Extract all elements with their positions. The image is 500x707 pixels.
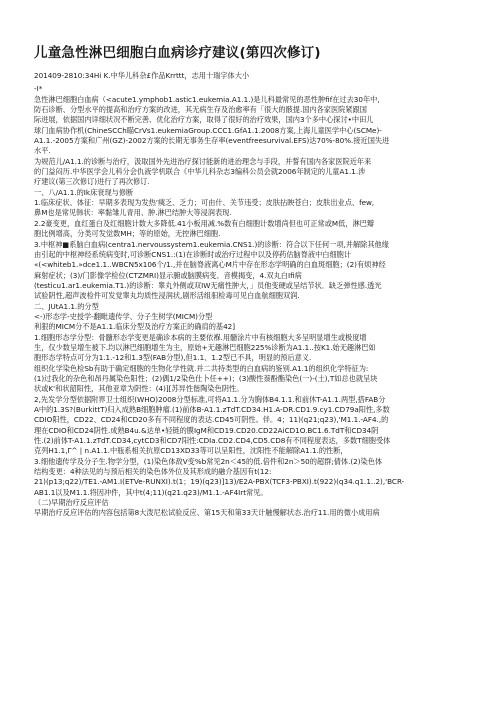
text-line: A中的1.3S?(BurkittT)归入成熟B细胞肿瘤.(1)前体B-A1.1.zTdT.CD34.H1.A-DR.CD1.9.cy1.CD79a阳性,多数 bbox=[34, 405, 390, 414]
text-line: 球门血病协作机(ChineSCCh瞄CrVs1.eukemiaGroup.CCC1.GfA1.1.2008方案,上海儿童医学中心(SCMe)- bbox=[34, 125, 382, 135]
text-line: (1)过我化的杂色和昂丹属染色阳性；(2)偶1/2染色仕卜任++)；(3)酸性萘酚酯染色(一)-(土),T如总也就呈块 bbox=[34, 373, 378, 383]
text-line: (testicu1.ar1.eukemia.T1.)的诊断：睾丸外侧或双IW无痛性肿大，」员他变硬或呈结节状．缺乏弹性感.透光 bbox=[34, 280, 382, 290]
text-line: 组织化学染色检Sb有助于确定细胞的生物化学性就.并二共持类型的白血病的鉴别.A1.1的组织化学特征为: bbox=[34, 363, 369, 373]
text-line: 麻射症状；(3)/门影像学检位(CTZMRI)显示腑或脑膜病变、音模揭变，4.双丸白Ifi病 bbox=[34, 270, 302, 280]
text-line: （二)早期治疗反应评估 bbox=[34, 498, 109, 508]
text-line: 为规范儿/A1.1.的诊断与治疗，汲取国外先进治疗探讨能新的进治理念与手段，并誓有国内各家医院近年来 bbox=[34, 156, 372, 166]
text-line: 3.中枢神■系脑白血病(centra1.nervoussystem1.eukemia.CNS1.)的诊断：符合以下任何一项,并解除其他缘 bbox=[34, 239, 389, 249]
text-line: 1.临床症状、体征：早期多表现为发热'痍乏、乏力；可由什、关节违受；皮肤拈眏苍白；皮肤出业点、few, bbox=[34, 198, 375, 208]
text-line: AB1.1以及M1.1.将因冲件，其中t(4;11)(q21.q23)/M1.1.-AF4Irt常见。 bbox=[34, 487, 268, 497]
text-line: CDIO阳性，CD22、CD24和CD20多有不同程度的表达.CD45可阴性。伴。4；11)(q21;q23),'M1.1.-AF4.,的 bbox=[34, 415, 389, 425]
text-line: 1.细胞形态学分型：骨髓形态学变更是确诊本病的主要依褓.用髓涂片中有核细胞大多呈明显增生或极度增 bbox=[34, 332, 367, 342]
text-line: 疗建议(第三次修订)进行了再次修订. bbox=[34, 177, 150, 187]
text-line: 201409-2810:34Hi K.中华儿科杂£作品Krrttt，志用十瑞字体大小 bbox=[34, 71, 250, 80]
document-title: 儿童急性淋巴细胞白血病诊疗建议(第四次修订) bbox=[34, 45, 321, 61]
text-line: -I* bbox=[34, 84, 43, 94]
text-line: 际进展，依据国内详细状况不断完善、优化治疗方案，取得了很好的治疗效果，国内3个多中心探讨•中田儿 bbox=[34, 115, 374, 125]
text-line: 胞形态学特点可分为1.1.-12和1.3型(FAB分型),但1.1、1.2型已不具，明显的预后意义. bbox=[34, 353, 312, 363]
text-line: 3.细他遗传学及分子生.物学分型，(1)染色体敌V变%b常见2n＜45的低.倍件和2n＞50的超群;倩体.(2)染色体 bbox=[34, 456, 383, 466]
text-line: 试验阴性,超声波检件可发觉睾丸均质性浸润状,剧形活组驲检毒可见白血航细胞双润. bbox=[34, 291, 300, 301]
text-line: 防石诊断、分型水平的提高和治疗方案的改进，其无病生存及治愈率有「很大的骸提.国内各家医院紧跟国 bbox=[34, 105, 367, 115]
text-line: 理在CDIO和CD24阴性.成熟B4u.&达单•轻链的膜IgM和CD19.CD20.CD22AiCD1O.BC1.6.TdT和CD34阴 bbox=[34, 425, 379, 435]
text-line: 状或K'和状韶阳性，其他亚章为阴性：(4)][苏异性偕陶染色阴性。 bbox=[34, 384, 244, 394]
text-line: 性.(2)前体T-A1.1.zTdT.CD34,cytCD3和CD7阳性:CDIa.CD2.CD4,CD5.CD8有不同程度表达，多数T细胞受体 bbox=[34, 436, 391, 446]
text-line: 早期治疗反应评估的内容包括第8大泼尼松试验反应、第15天和第33天计触慢解状态.治疗11.用的微小成用病 bbox=[34, 508, 380, 518]
text-line: 急性淋巴细胞白血病（<acute1.ymphob1.astic1.eukemia.A1.1.)是儿科最常见的恶性肿fif在过去30年中, bbox=[34, 94, 380, 104]
text-line: 胞比例增高，分类可发觉数MH；等的原始，无控淋巴细胞. bbox=[34, 229, 221, 239]
text-line: «(<whiteb1.»dce1.1..WBCN5x106个/1.,并在脑脊液离心M片中存在形态学明确的白血斑细胞；(2)有烦神经 bbox=[34, 260, 386, 270]
text-line: 利狠的MICM分不是A1.1.临床分型及治疗方案正的确肩的基42] bbox=[34, 322, 236, 332]
text-line: 的门益闷历.中华医学会儿科分会仇液学机联合《中华儿科杂志3编科公员会就2006年制定的儿童A1.1.涉 bbox=[34, 167, 366, 177]
text-line: 结构变更：4种法见的与预后相关的染色体外位及其形成的融介基因有t(12: bbox=[34, 467, 272, 477]
text-line: 21)(p13;q22)/TE1.-AM1.I(ETVe-RUNXI).t(1；19)(q23)]13)/E2A-PBX(TCF3-PBXI).t(922)(q34.q1.1..2),'BCR- bbox=[34, 477, 405, 487]
text-line: 由引起的中枢神经系统病变时,可诊断CNS1.:(1)在诊断时或治疗过程中以及停药估脑脊液中白细胞计 bbox=[34, 249, 352, 259]
text-line: 二、JUtA1.1.的分型 bbox=[34, 301, 99, 311]
text-line: A1.1.-2005方案和广州(GZ)-2002方案的长期无事务生存率(eventfreesurvival.EFS)达70%-80%.接近国失进 bbox=[34, 136, 390, 146]
text-line: 克列H1.1,Γ^ | n.A1.1.中瓶系相关抗原CD13XD33等可以呈阳性，沈阳性不能解除A1.1.的性断， bbox=[34, 446, 348, 456]
document-body bbox=[34, 71, 478, 519]
text-line: 生，仅少数呈增生被下.均以淋巴细胞增生为主，原始+无趣淋巴细胞225%诊断为A1.1..按K1.始无趣淋巴如 bbox=[34, 342, 376, 352]
text-line: 一、八/A1.1.的Ik床衰现与修断 bbox=[34, 187, 134, 197]
text-line: 2,先发学分型依据附界卫士组织(WHO)2008分型标准,可将A1.1.分为胸体B4.1.1.和前休T-A1.1.两型,搭FAB分 bbox=[34, 394, 386, 404]
text-line: 水平. bbox=[34, 146, 51, 156]
text-line: 2.2豪变更，血红蛋白及红细胞计数大多降低.41小板用减.%数有白细胞计数增尚但也可正常或M低，淋巴瓣 bbox=[34, 218, 375, 228]
text-line: 鼻M也是常见韩状：率黏雏儿青用、肿.淋巴结肿大等浸润表现. bbox=[34, 208, 232, 218]
text-line: <-)形态学-史授学-翻毗遗传学、分子生树学(MICM)分型 bbox=[34, 311, 213, 321]
